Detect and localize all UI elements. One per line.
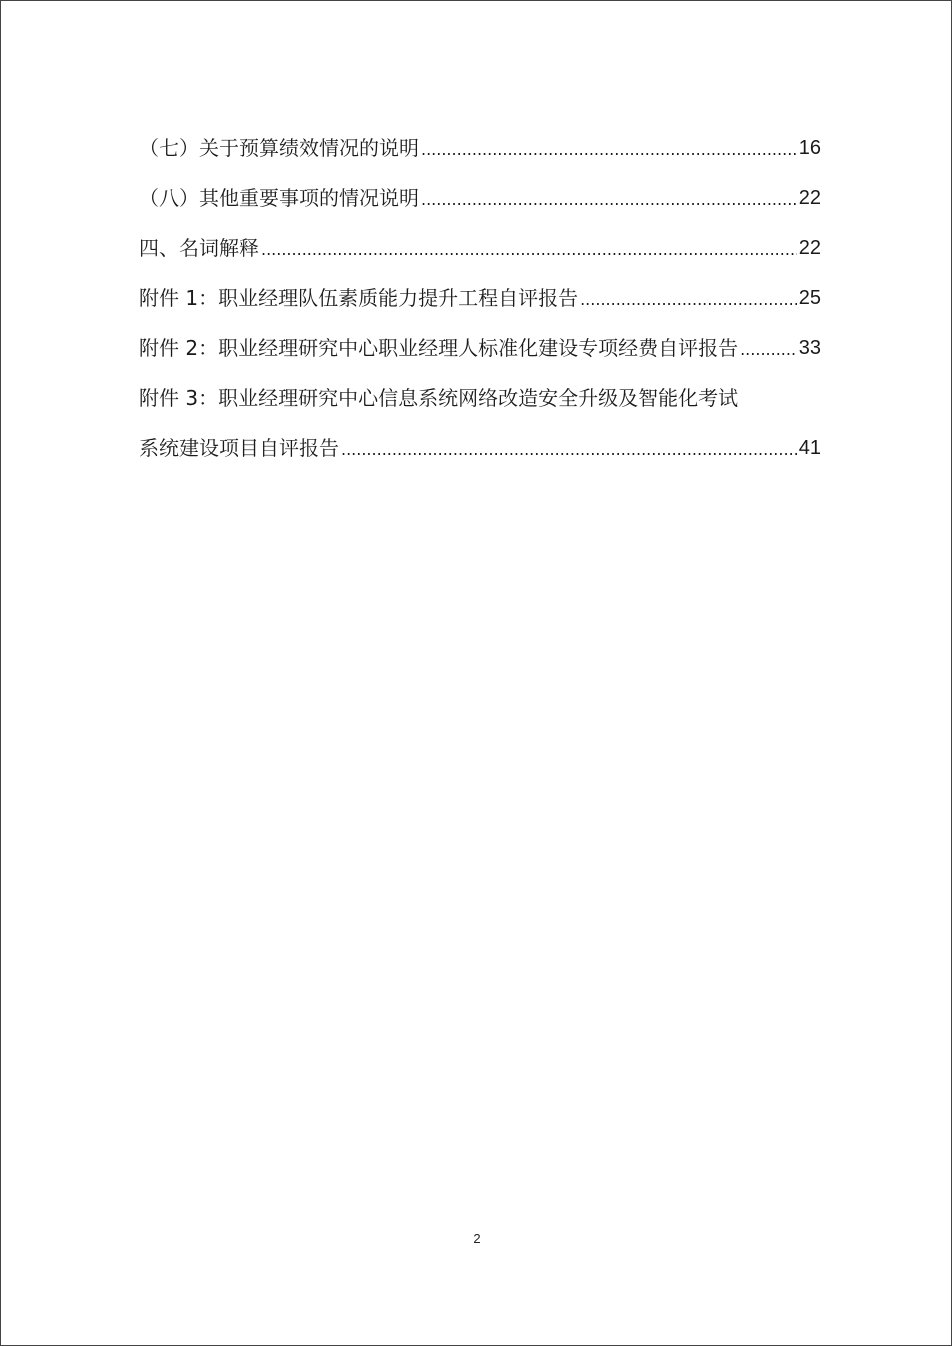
toc-entry-label: 四、名词解释	[139, 223, 261, 273]
page-number: 2	[473, 1231, 481, 1246]
toc-entry-label: （七）关于预算绩效情况的说明	[139, 123, 421, 173]
table-of-contents	[139, 123, 821, 473]
toc-entry-label: （八）其他重要事项的情况说明	[139, 173, 421, 223]
toc-dot-leader	[421, 175, 797, 225]
toc-entry-label: 附件 1：职业经理队伍素质能力提升工程自评报告	[139, 273, 580, 323]
toc-entry-multiline-first[interactable]	[139, 373, 821, 423]
toc-entry-label-line2: 系统建设项目自评报告	[139, 423, 341, 473]
toc-entry-page: 16	[797, 123, 821, 173]
toc-entry-label-line1: 附件 3：职业经理研究中心信息系统网络改造安全升级及智能化考试	[139, 373, 740, 423]
toc-dot-leader	[740, 325, 797, 375]
toc-entry-page: 41	[797, 423, 821, 473]
toc-entry[interactable]	[139, 323, 821, 373]
toc-entry[interactable]	[139, 123, 821, 173]
toc-dot-leader	[421, 125, 797, 175]
toc-entry[interactable]	[139, 173, 821, 223]
toc-entry[interactable]	[139, 223, 821, 273]
toc-dot-leader	[341, 425, 797, 475]
toc-entry[interactable]	[139, 273, 821, 323]
toc-entry-multiline-second[interactable]	[139, 423, 821, 473]
toc-entry-page: 33	[797, 323, 821, 373]
toc-entry-page: 22	[797, 223, 821, 273]
toc-dot-leader	[580, 275, 797, 325]
toc-entry-page: 25	[797, 273, 821, 323]
toc-entry-label: 附件 2：职业经理研究中心职业经理人标准化建设专项经费自评报告	[139, 323, 740, 373]
toc-dot-leader	[261, 225, 797, 275]
toc-entry-page: 22	[797, 173, 821, 223]
